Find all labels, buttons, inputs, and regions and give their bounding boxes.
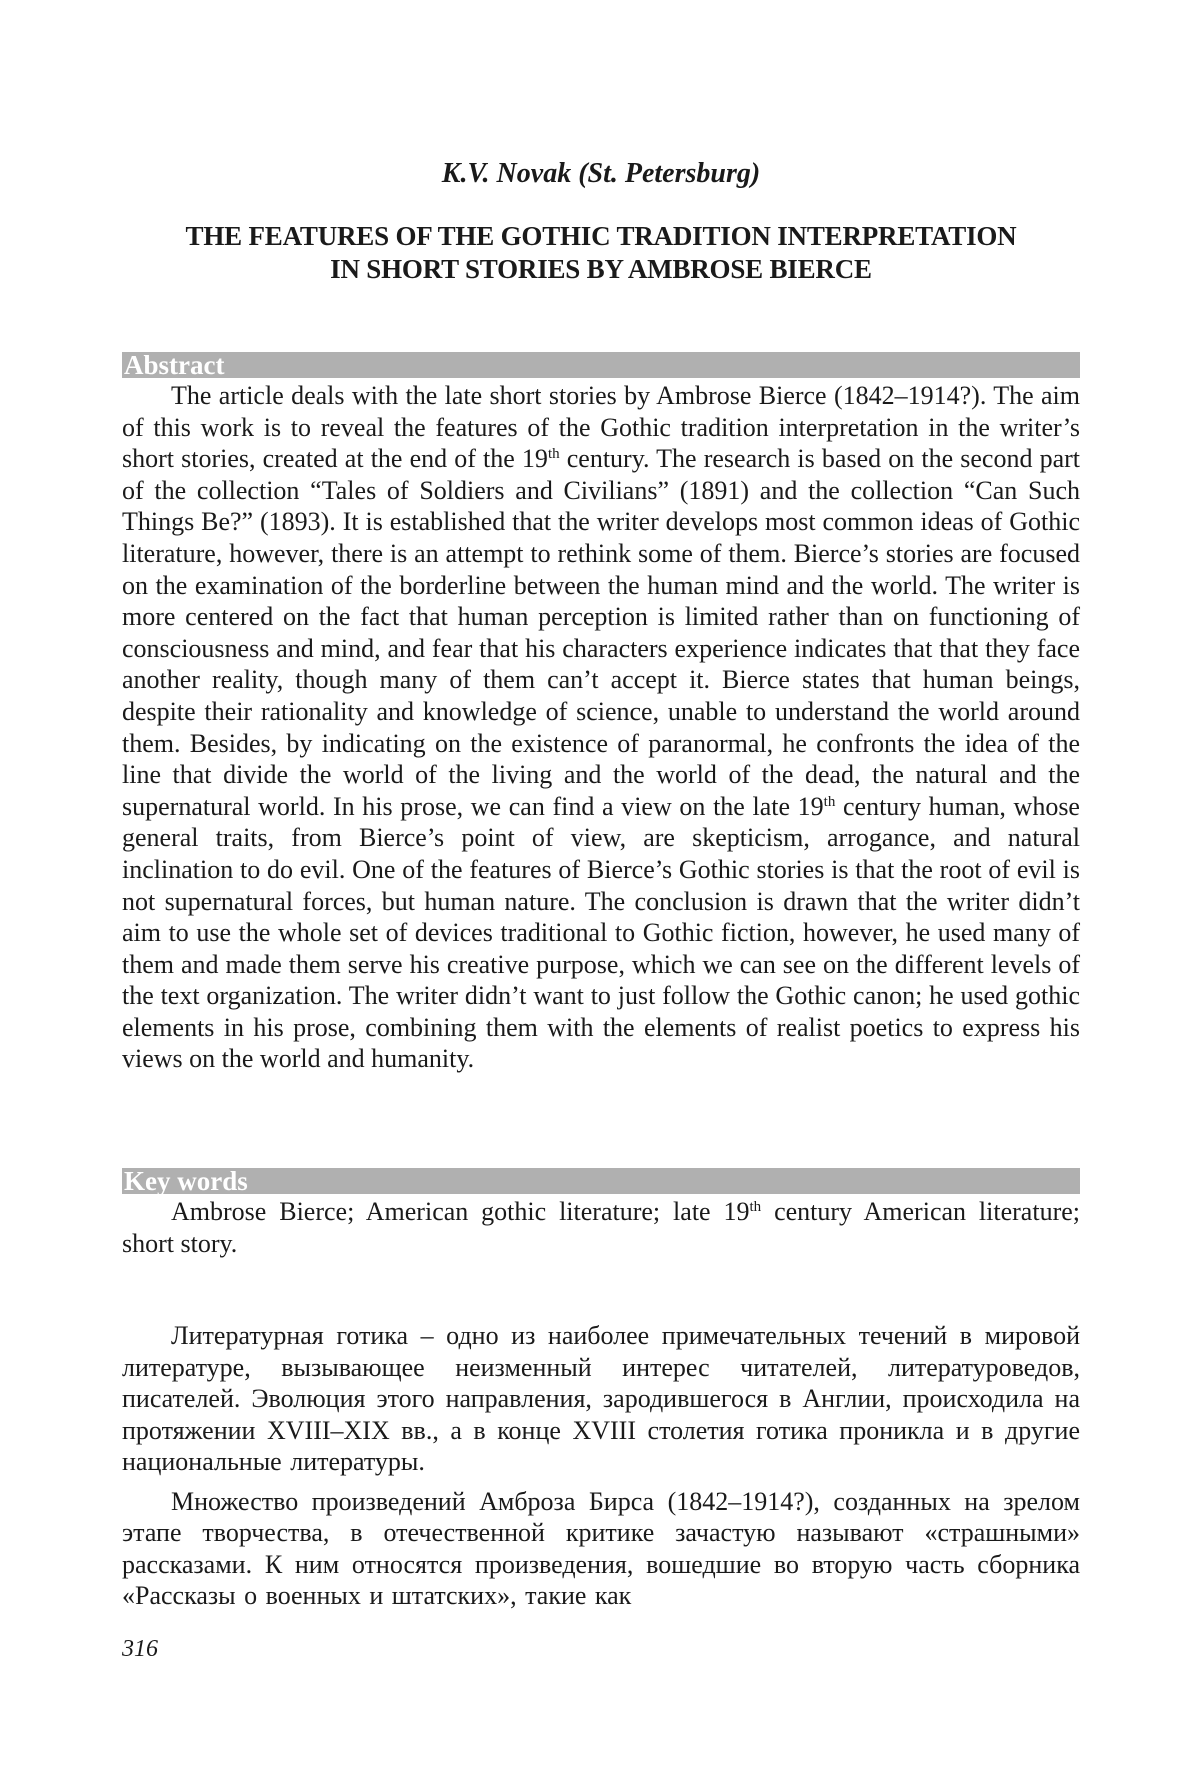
keywords-heading: Key words — [122, 1168, 1080, 1194]
body-paragraph-1: Литературная готика – одно из наиболее примечательных течений в мировой литературе, вызывающее неизменный интерес читателей, литературоведов, писателей. Эволюция этого направления, зародившегося в Англии, происходила на протяжении XVIII–XIX вв., а в конце XVIII столетия готика проникла и в другие национальные литературы. — [122, 1321, 1080, 1476]
keywords-part-1: Ambrose Bierce; American gothic literature; late 19 — [171, 1197, 750, 1226]
abstract-text-part-3: century human, whose general traits, from Bierce’s point of view, are skepticism, arrogance, and natural inclination to do evil. One of the features of Bierce’s Gothic stories is that the root of evil is not supernatural forces, but human nature. The conclusion is drawn that the writer didn’t aim to use the whole set of devices traditional to Gothic fiction, however, he used many of them and made them serve his creative purpose, which we can see on the different levels of the text organization. The writer didn’t want to just follow the Gothic canon; he used gothic elements in his prose, combining them with the elements of realist poetics to express his views on the world and humanity. — [122, 791, 1080, 1074]
abstract-text-part-1: The article deals with the late short stories by Ambrose Bierce (1842–1914?). The aim of this work is to reveal the features of the Gothic tradition interpretation in the writer’s short stories, created at the end of the 19 — [122, 381, 1080, 474]
ordinal-superscript: th — [823, 793, 836, 810]
keywords-paragraph — [122, 1196, 1080, 1259]
article-title — [122, 220, 1080, 286]
article-body — [122, 1320, 1080, 1612]
author-line: K.V. Novak (St. Petersburg) — [441, 158, 761, 189]
abstract-heading: Abstract — [122, 352, 1080, 378]
abstract-text — [122, 380, 1080, 1075]
article-title-line-1: THE FEATURES OF THE GOTHIC TRADITION INTERPRETATION — [185, 221, 1017, 251]
ordinal-superscript: th — [749, 1199, 762, 1215]
ordinal-superscript: th — [547, 446, 560, 463]
abstract-text-part-2: century. The research is based on the second part of the collection “Tales of Soldiers and Civilians” (1891) and the collection “Can Such Things Be?” (1893). It is established that the writer develops most common ideas of Gothic literature, however, there is an attempt to rethink some of them. Bierce’s stories are focused on the examination of the borderline between the human mind and the world. The writer is more centered on the fact that human perception is limited rather than on functioning of consciousness and mind, and fear that his characters experience indicates that that they face another reality, though many of them can’t accept it. Bierce states that human beings, despite their rationality and knowledge of science, unable to understand the world around them. Besides, by indicating on the existence of paranormal, he confronts the idea of the line that divide the world of the living and the world of the dead, the natural and the supernatural world. In his prose, we can find a view on the late 19 — [122, 444, 1080, 821]
keywords-part-2: century American literature; short story. — [122, 1197, 1080, 1258]
body-paragraph-2: Множество произведений Амброза Бирса (1842–1914?), созданных на зрелом этапе творчества, в отечественной критике зачастую называют «страшными» рассказами. К ним относятся произведения, вошедшие во вторую часть сборника «Рассказы о военных и штатских», такие как — [122, 1486, 1080, 1610]
abstract-paragraph — [122, 380, 1080, 1075]
article-title-line-2: IN SHORT STORIES BY AMBROSE BIERCE — [330, 254, 872, 284]
page-number: 316 — [122, 1636, 158, 1662]
keywords-text — [122, 1196, 1080, 1259]
